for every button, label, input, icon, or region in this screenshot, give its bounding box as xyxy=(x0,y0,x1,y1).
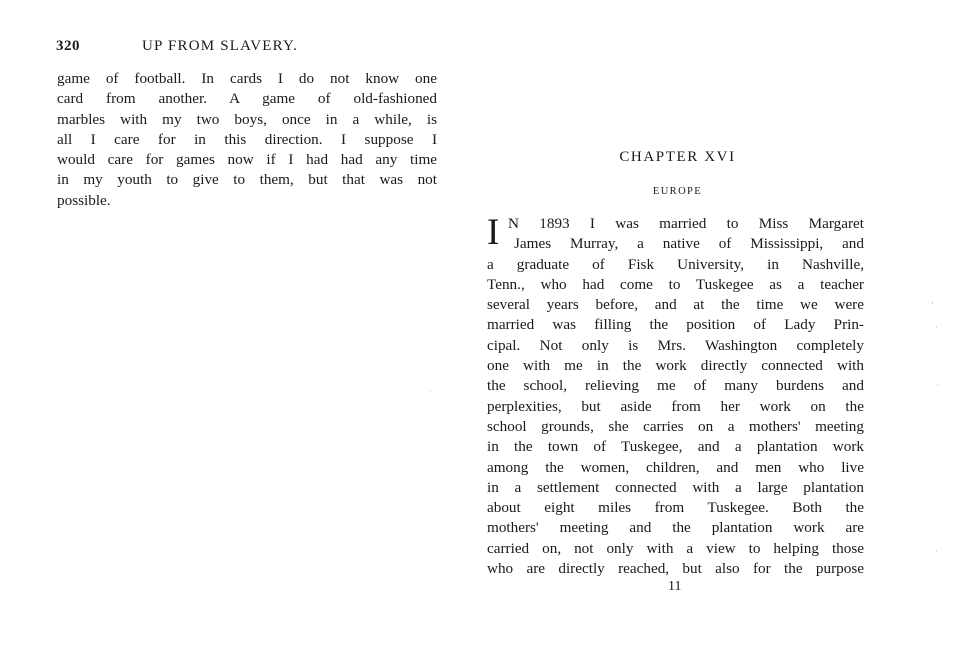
left-page-text xyxy=(57,69,437,211)
left-page xyxy=(0,0,480,663)
page-number-left: 320 xyxy=(56,38,80,54)
text-line: perplexities, but aside from her work on the xyxy=(487,397,864,415)
text-line: in my youth to give to them, but that was not xyxy=(57,171,437,189)
text-line: among the women, children, and men who live xyxy=(487,458,864,476)
text-line: cipal. Not only is Mrs. Washington completely xyxy=(487,336,864,354)
text-line: one with me in the work directly connected with xyxy=(487,357,864,375)
text-line: about eight miles from Tuskegee. Both the xyxy=(487,499,864,517)
scan-speck: · xyxy=(429,386,432,396)
running-head-left xyxy=(56,38,298,55)
scan-speck: · xyxy=(936,380,939,390)
text-line: in a settlement connected with a large plantation xyxy=(487,478,864,496)
text-line: the school, relieving me of many burdens and xyxy=(487,377,864,395)
text-line: Tenn., who had come to Tuskegee as a teacher xyxy=(487,275,864,293)
text-line: marbles with my two boys, once in a while, is xyxy=(57,110,437,128)
chapter-subtitle: EUROPE xyxy=(652,186,703,197)
text-line: James Murray, a native of Mississippi, and xyxy=(514,235,864,253)
text-line: who are directly reached, but also for the purpose xyxy=(487,560,864,578)
text-line: married was filling the position of Lady Prin- xyxy=(487,316,864,334)
text-line: school grounds, she carries on a mothers' meeting xyxy=(487,417,864,435)
chapter-title: CHAPTER XVI xyxy=(619,149,736,165)
text-line: mothers' meeting and the plantation work are xyxy=(487,519,864,537)
page-number-right: 11 xyxy=(668,579,682,594)
text-line: possible. xyxy=(57,191,111,209)
text-line: several years before, and at the time we were xyxy=(487,296,864,314)
scan-speck: · xyxy=(935,546,938,556)
text-line: in the town of Tuskegee, and a plantation work xyxy=(487,438,864,456)
running-title: UP FROM SLAVERY. xyxy=(142,38,299,54)
text-line: a graduate of Fisk University, in Nashville, xyxy=(487,255,864,273)
text-line: card from another. A game of old-fashioned xyxy=(57,90,437,108)
scan-speck: · xyxy=(935,322,938,332)
text-line: game of football. In cards I do not know one xyxy=(57,70,437,87)
text-line: would care for games now if I had had any time xyxy=(57,151,437,169)
text-line: N 1893 I was married to Miss Margaret xyxy=(508,215,864,232)
text-line: carried on, not only with a view to helping those xyxy=(487,539,864,557)
right-page-text xyxy=(487,214,864,579)
drop-cap: I xyxy=(487,212,500,253)
text-line: all I care for in this direction. I suppose I xyxy=(57,130,437,148)
scan-speck: ‘ xyxy=(931,300,934,310)
